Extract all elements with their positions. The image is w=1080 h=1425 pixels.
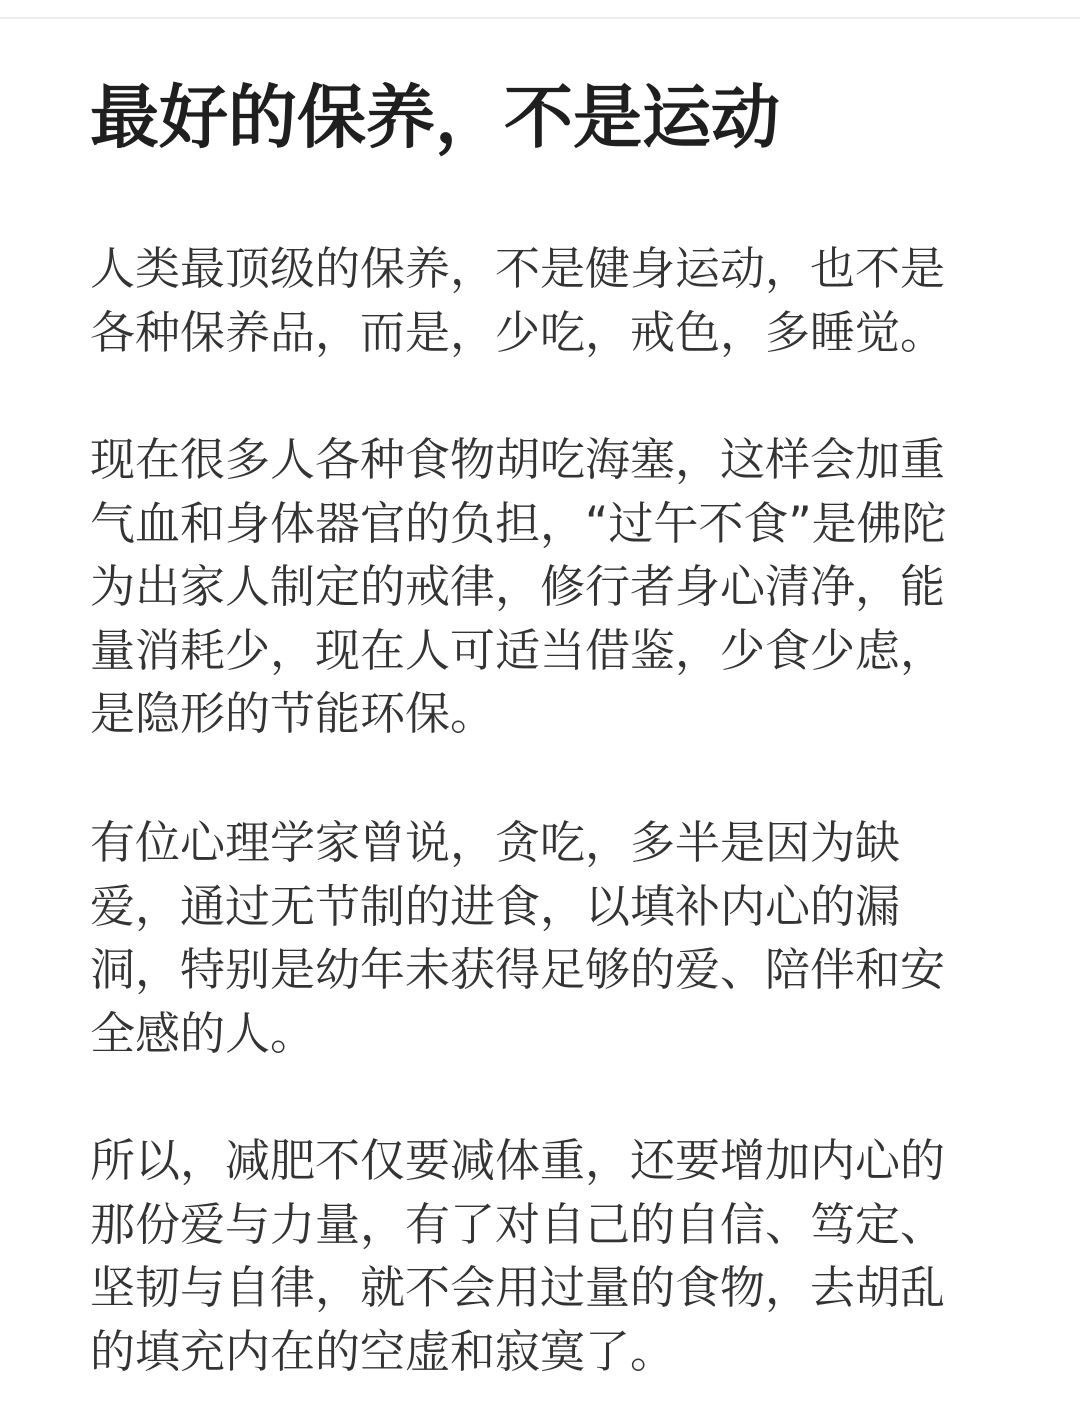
paragraph-line: 有位心理学家曾说，贪吃，多半是因为缺	[90, 816, 901, 869]
paragraph-line: 那份爱与力量，有了对自己的自信、笃定、	[90, 1197, 946, 1251]
paragraph-line: 现在很多人各种食物胡吃海塞，这样会加重	[90, 433, 946, 486]
paragraph-line: 气血和身体器官的负担，“过午不食”是佛陀	[90, 496, 947, 550]
paragraph-1	[90, 237, 945, 364]
paragraph-line: 量消耗少，现在人可适当借鉴，少食少虑，	[90, 623, 946, 677]
paragraph-line: 是隐形的节能环保。	[90, 687, 496, 740]
paragraph-line: 全感的人。	[90, 1006, 316, 1060]
top-divider	[0, 17, 1080, 19]
paragraph-4	[90, 1129, 945, 1383]
paragraph-line: 为出家人制定的戒律，修行者身心清净，能	[90, 560, 946, 613]
paragraph-line: 爱，通过无节制的进食，以填补内心的漏	[90, 879, 901, 933]
paragraph-2	[90, 428, 947, 746]
paragraph-line: 洞，特别是幼年未获得足够的爱、陪伴和安	[90, 943, 946, 996]
paragraph-line: 坚韧与自律，就不会用过量的食物，去胡乱	[90, 1261, 946, 1314]
paragraph-line: 的填充内在的空虚和寂寞了。	[90, 1324, 676, 1378]
paragraph-line: 人类最顶级的保养，不是健身运动，也不是	[90, 242, 946, 295]
paragraph-line: 所以，减肥不仅要减体重，还要增加内心的	[90, 1134, 946, 1187]
paragraph-line: 各种保养品，而是，少吃，戒色，多睡觉。	[90, 305, 946, 359]
paragraph-3	[90, 811, 945, 1065]
article-title: 最好的保养，不是运动	[90, 78, 780, 158]
